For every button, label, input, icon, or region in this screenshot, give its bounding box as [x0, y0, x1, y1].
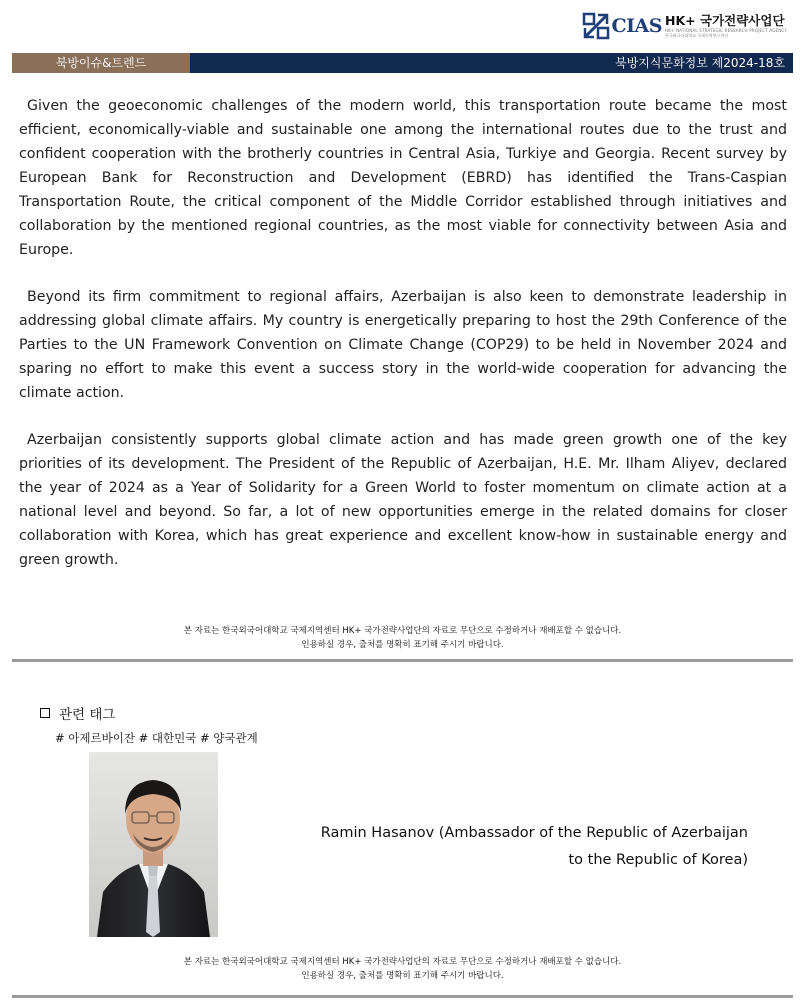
copyright-notice	[0, 624, 805, 652]
tags-list: # 아제르바이잔 # 대한민국 # 양국관계	[55, 731, 258, 745]
divider	[12, 995, 793, 998]
author-photo	[89, 752, 218, 937]
notice-line-2: 인용하실 경우, 출처를 명확히 표기해 주시기 바랍니다.	[301, 640, 504, 650]
tags-heading	[40, 703, 115, 723]
logo-wordmark: CIAS	[611, 15, 663, 37]
paragraph-text: Beyond its firm commitment to regional affairs, Azerbaijan is also keen to demonstrate leadership in addressing global climate affairs. My country is energetically preparing to host the 29th Conference of the Parties to the UN Framework Convention on Climate Change (COP29) to be held in November 2024 and sparing no effort to make this event a success story in the world-wide cooperation for advancing the climate action.	[19, 289, 787, 401]
publication-label: 북방지식문화정보 제2024-18호	[615, 56, 785, 70]
author-caption	[321, 820, 748, 874]
body-paragraph-3	[19, 428, 787, 572]
copyright-notice	[0, 955, 805, 983]
logo-subtitle-kr: 한국외국어대학교 국제지역연구센터	[665, 33, 729, 38]
author-line-1: Ramin Hasanov (Ambassador of the Republic of Azerbaijan	[320, 825, 748, 841]
author-line-2: to the Republic of Korea)	[568, 852, 748, 868]
cias-logo-icon	[582, 12, 610, 40]
section-label: 북방이슈&트렌드	[12, 53, 190, 73]
logo-subtitle-en: HK+ NATIONAL STRATEGIC RESEARCH PROJECT AGENCY	[665, 28, 787, 33]
notice-line-2: 인용하실 경우, 출처를 명확히 표기해 주시기 바랍니다.	[301, 971, 504, 981]
header-banner	[12, 53, 793, 73]
divider	[12, 659, 793, 662]
notice-line-1: 본 자료는 한국외국어대학교 국제지역센터 HK+ 국가전략사업단의 자료로 무단으로 수정하거나 재배포할 수 없습니다.	[183, 626, 622, 636]
cias-logo	[582, 12, 787, 40]
tags-heading-label: 관련 태그	[59, 707, 116, 723]
paragraph-text: Azerbaijan consistently supports global climate action and has made green growth one of the key priorities of its development. The President of the Republic of Azerbaijan, H.E. Mr. Ilham Aliyev, declared the year of 2024 as a Year of Solidarity for a Green World to foster momentum on climate action at a national level and beyond. So far, a lot of new opportunities emerge in the related domains for closer collaboration with Korea, which has great experience and excellent know-how in sustainable energy and green growth.	[19, 432, 787, 568]
checkbox-icon	[40, 708, 50, 718]
paragraph-text: Given the geoeconomic challenges of the modern world, this transportation route became the most efficient, economically-viable and sustainable one among the international routes due to the trust and confident cooperation with the brotherly countries in Central Asia, Turkiye and Georgia. Recent survey by European Bank for Reconstruction and Development (EBRD) has identified the Trans-Caspian Transportation Route, the critical component of the Middle Corridor established through initiatives and collaboration by the mentioned regional countries, as the most viable for connectivity between Asia and Europe.	[19, 98, 787, 258]
logo-title: HK+ 국가전략사업단	[665, 13, 785, 28]
body-paragraph-1	[19, 94, 787, 262]
notice-line-1: 본 자료는 한국외국어대학교 국제지역센터 HK+ 국가전략사업단의 자료로 무단으로 수정하거나 재배포할 수 없습니다.	[183, 957, 622, 967]
body-paragraph-2	[19, 285, 787, 405]
